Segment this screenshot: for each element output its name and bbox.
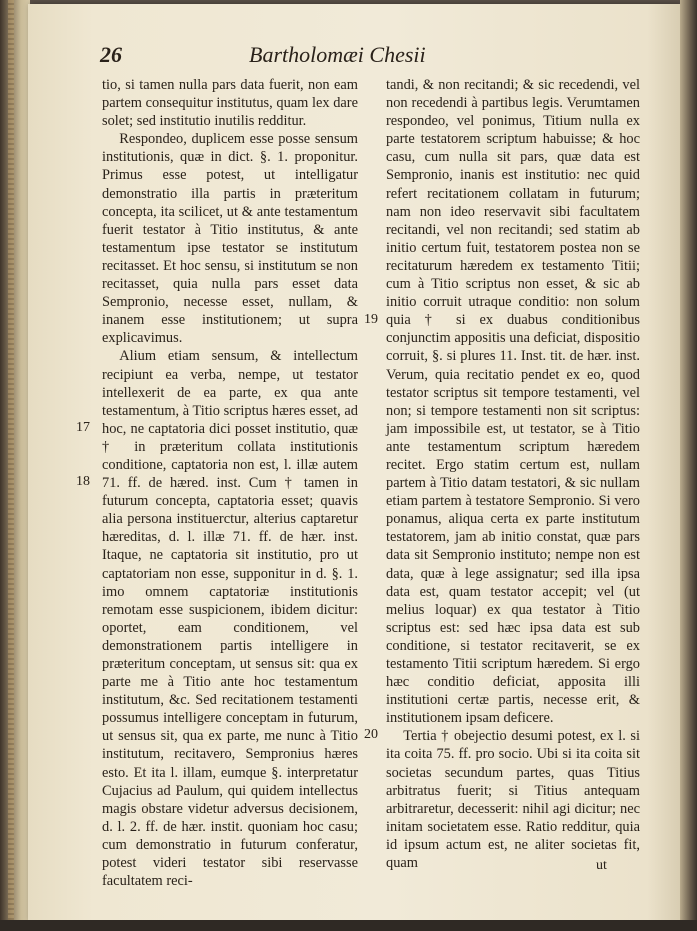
page-header: [74, 40, 634, 68]
page-number: 26: [100, 42, 122, 67]
paragraph: Alium etiam sensum, & intellectum recipiunt ea verba, nempe, ut testator intellexerit de ea parte, ex qua ante testamentum, à Titio scriptus hæres esset, ad hoc, ne captatoria dici posset institutio, quæ † in præteritum collata institutionis conditione, captatoria non est, l. illæ autem 71. ff. de hæred. inst. Cum † tamen in futurum concepta, captatoria esset; quavis alia persona instituerctur, alterius captaretur hæreditas, d. l. illæ 71. ff. de hær. inst. Itaque, ne captatoria sit institutio, pro ut captatoriam non esse, supponitur in d. §. 1. imo omnem captatoriæ institutionis remotam esse suspicionem, ibidem dicitur: oportet, eam conditionem, vel demonstrationem partis intelligere in præteritum conceptam, ut sensus sit: qua ex parte me à Titio ante hoc testamentum institutum, &c. Sed recitationem testamenti possumus intelligere conceptam in futurum, ut sensus sit, qua ex parte, me nunc à Titio institutum, recitavero, Sempronius hæres esto. Et ita l. illam, eumque §. interpretatur Cujacius ad Paulum, qui quidem intellectus magis obstare videtur adversus decisionem, d. l. 2. ff. de hær. instit. quoniam hoc casu; cum demonstratio in futurum conferatur, potest videri testator sibi reservasse facultatem reci-: [102, 348, 358, 890]
paragraph: Tertia † obejectio desumi potest, ex l. si ita coita 75. ff. pro socio. Ubi si ita coita sit societas secundum partes, quas Titius arbitratus fuerit; si Titius antequam arbitraretur, decesserit: nihil agi dicitur; nec initam societatem esse. Ratio redditur, quia id ipsum actum est, ne aliter societas fit, quam: [386, 728, 640, 872]
paragraph: tandi, & non recitandi; & sic recedendi, vel non recedendi à partibus legis. Verumtamen respondeo, vel ponimus, Titium nulla ex parte testatorem scriptum habuisse; & hoc casu, cum nulla sit pars, quæ data est Sempronio, inanis est institutio: nec quid refert recitationem collatam in futurum; nam non ideo reservavit sibi facultatem recitandi, vel non recitandi; sed statim ab initio certum fuit, testatorem postea non se recitaturum hæredem ex testamento Titii; cum à Titio scriptus non esset, & sic ab initio corruit utraque conditio: non solum quia † si ex duabus conditionibus conjunctim appositis una deficiat, dispositio corruit, §. si plures 11. Inst. tit. de hær. inst. Verum, quia recitatio pendet ex eo, quod testator scriptus sit tempore testamenti, vel non; si tempore testamenti non sit scriptus: jam impossibile est, ut testator, se à Titio ante testamentum scriptum hæredem recitet. Ergo statim certum est, nullam partem à Titio datam testatori, & sic nullam etiam partem à testatore Sempronio. Si vero ponamus, aliqua certa ex parte institutum testatorem, jam ab initio constat, quæ pars data sit Sempronio instituto; nempe non est data, quæ à lege assignatur; sed illa ipsa data est, quam testator accepit; vel (ut melius loquar) ex qua testator à Titio scriptus est: sed hæc ipsa data est sub conditione, si testator recitaverit, se ex testamento Titii scriptum hæredem. Si ergo hæc conditio deficiat, apposita illi institutioni certæ partis, necesse erit, & institutionem ipsam deficere.: [386, 77, 640, 727]
margin-number: 20: [364, 727, 378, 742]
bottom-shadow: [0, 920, 697, 931]
right-text-column: [386, 76, 640, 872]
catchword: ut: [596, 858, 607, 873]
margin-number: 18: [76, 474, 90, 489]
paragraph: tio, si tamen nulla pars data fuerit, non eam partem consequitur institutus, quam lex dare solet; sed institutio inutilis redditur.: [102, 77, 358, 130]
paragraph: Respondeo, duplicem esse posse sensum institutionis, quæ in dict. §. 1. proponitur. Primus esse potest, ut intelligatur demonstratio illa partis in præteritum concepta, ita scilicet, ut & ante testamentum fuerit testator à Titio institutus, & ante testamentum ipse testator se institutum recitasset. Et hoc sensu, si institutum se non recitasset, quia nulla pars esset data Sempronio, necesse esset, nullam, & inanem esse institutionem; ut supra explicavimus.: [102, 131, 358, 347]
book-spine: [0, 0, 30, 931]
page-edge: [680, 0, 697, 931]
left-text-column: [102, 76, 358, 890]
running-title: Bartholomæi Chesii: [249, 42, 426, 67]
margin-number: 19: [364, 312, 378, 327]
margin-number: 17: [76, 420, 90, 435]
